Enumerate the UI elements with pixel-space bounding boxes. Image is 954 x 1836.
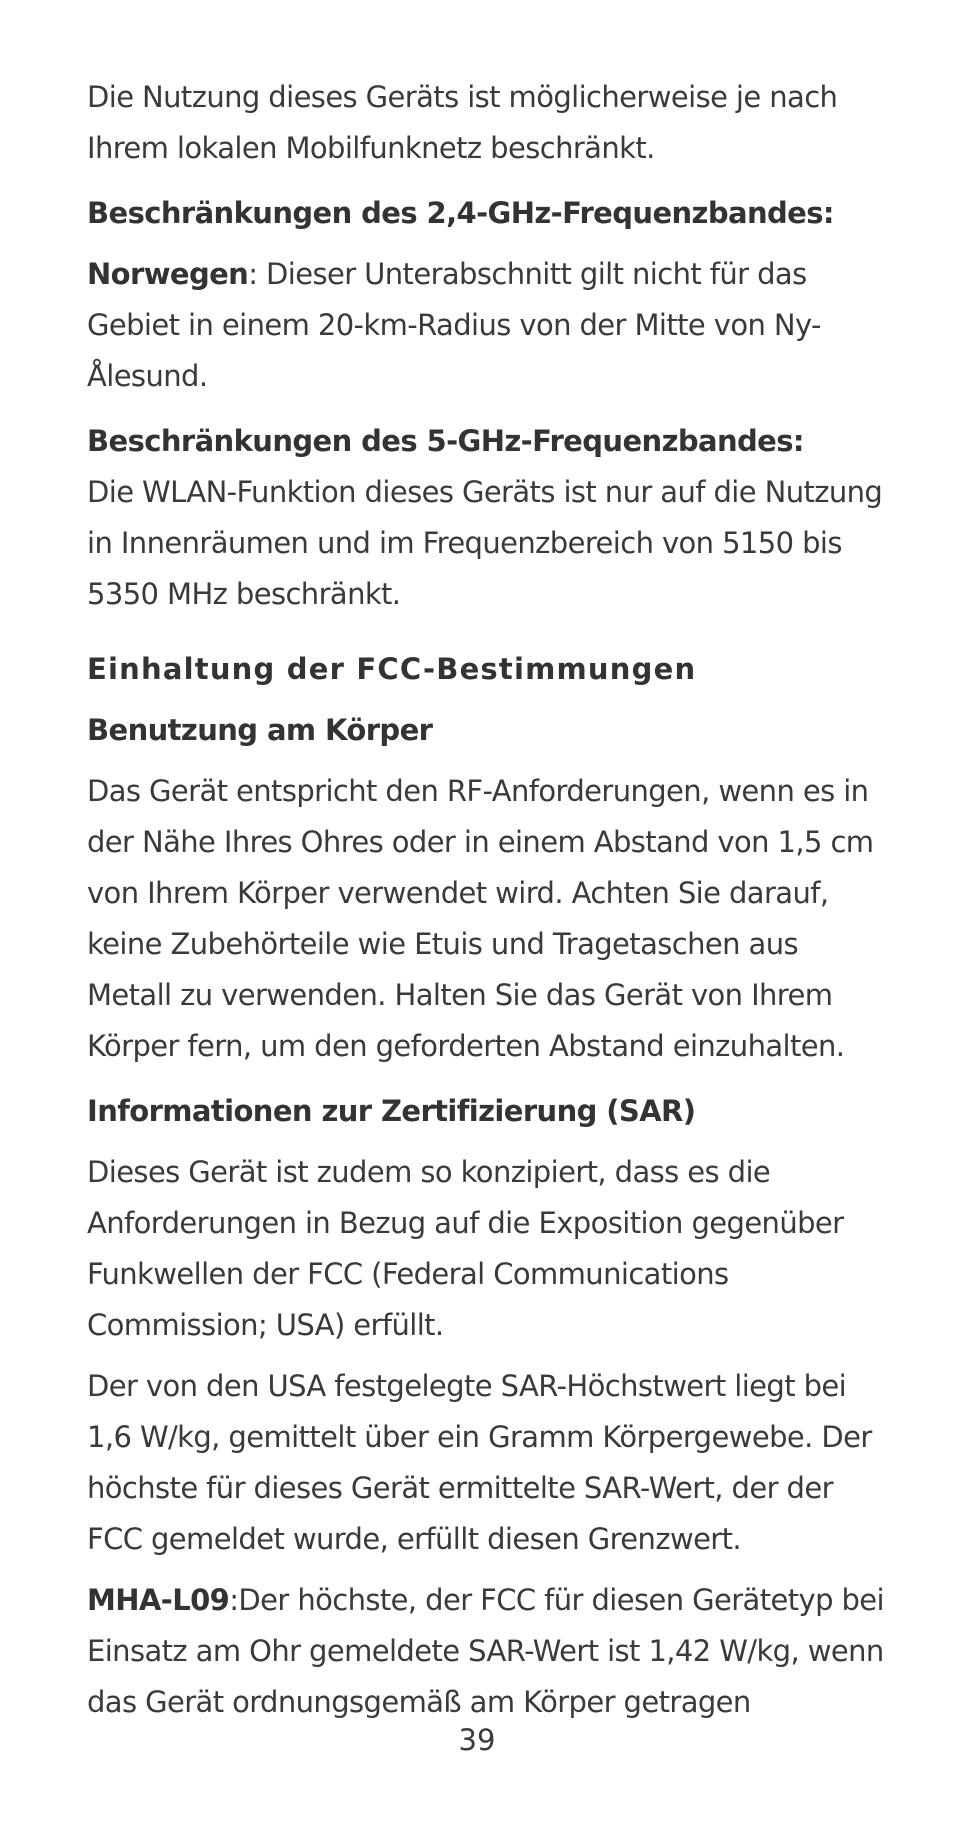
heading-24ghz-restrictions: Beschränkungen des 2,4-GHz-Frequenzbandes: bbox=[87, 196, 834, 230]
model-sar-paragraph bbox=[87, 1575, 887, 1728]
norway-paragraph bbox=[87, 249, 887, 402]
heading-body-use: Benutzung am Körper bbox=[87, 713, 433, 747]
document-page bbox=[87, 72, 887, 1728]
heading-fcc-compliance: Einhaltung der FCC-Bestimmungen bbox=[87, 652, 697, 686]
heading-sar-certification: Informationen zur Zertifizierung (SAR) bbox=[87, 1094, 696, 1128]
intro-paragraph: Die Nutzung dieses Geräts ist möglicherweise je nach Ihrem lokalen Mobilfunknetz beschränkt. bbox=[87, 80, 838, 165]
sar-paragraph-2: Der von den USA festgelegte SAR-Höchstwert liegt bei 1,6 W/kg, gemittelt über ein Gramm Körpergewebe. Der höchste für dieses Gerät ermittelte SAR-Wert, der der FCC gemeldet wurde, erfüllt diesen Grenzwert. bbox=[87, 1369, 872, 1556]
model-label: MHA-L09 bbox=[87, 1583, 230, 1617]
page-number: 39 bbox=[458, 1723, 496, 1757]
norway-text: : Dieser Unterabschnitt gilt nicht für das Gebiet in einem 20-km-Radius von der Mitte von Ny-Ålesund. bbox=[87, 257, 821, 393]
model-text: :Der höchste, der FCC für diesen Gerätetyp bei Einsatz am Ohr gemeldete SAR-Wert ist 1,42 W/kg, wenn das Gerät ordnungsgemäß am Körper getragen bbox=[87, 1583, 884, 1719]
body-use-paragraph: Das Gerät entspricht den RF-Anforderungen, wenn es in der Nähe Ihres Ohres oder in einem Abstand von 1,5 cm von Ihrem Körper verwendet wird. Achten Sie darauf, keine Zubehörteile wie Etuis und Tragetaschen aus Metall zu verwenden. Halten Sie das Gerät von Ihrem Körper fern, um den geforderten Abstand einzuhalten. bbox=[87, 774, 874, 1063]
heading-5ghz-restrictions: Beschränkungen des 5-GHz-Frequenzbandes: bbox=[87, 424, 804, 458]
norway-label: Norwegen bbox=[87, 257, 249, 291]
wlan-paragraph: Die WLAN-Funktion dieses Geräts ist nur auf die Nutzung in Innenräumen und im Frequenzbereich von 5150 bis 5350 MHz beschränkt. bbox=[87, 475, 883, 611]
sar-paragraph-1: Dieses Gerät ist zudem so konzipiert, dass es die Anforderungen in Bezug auf die Exposition gegenüber Funkwellen der FCC (Federal Communications Commission; USA) erfüllt. bbox=[87, 1155, 844, 1342]
